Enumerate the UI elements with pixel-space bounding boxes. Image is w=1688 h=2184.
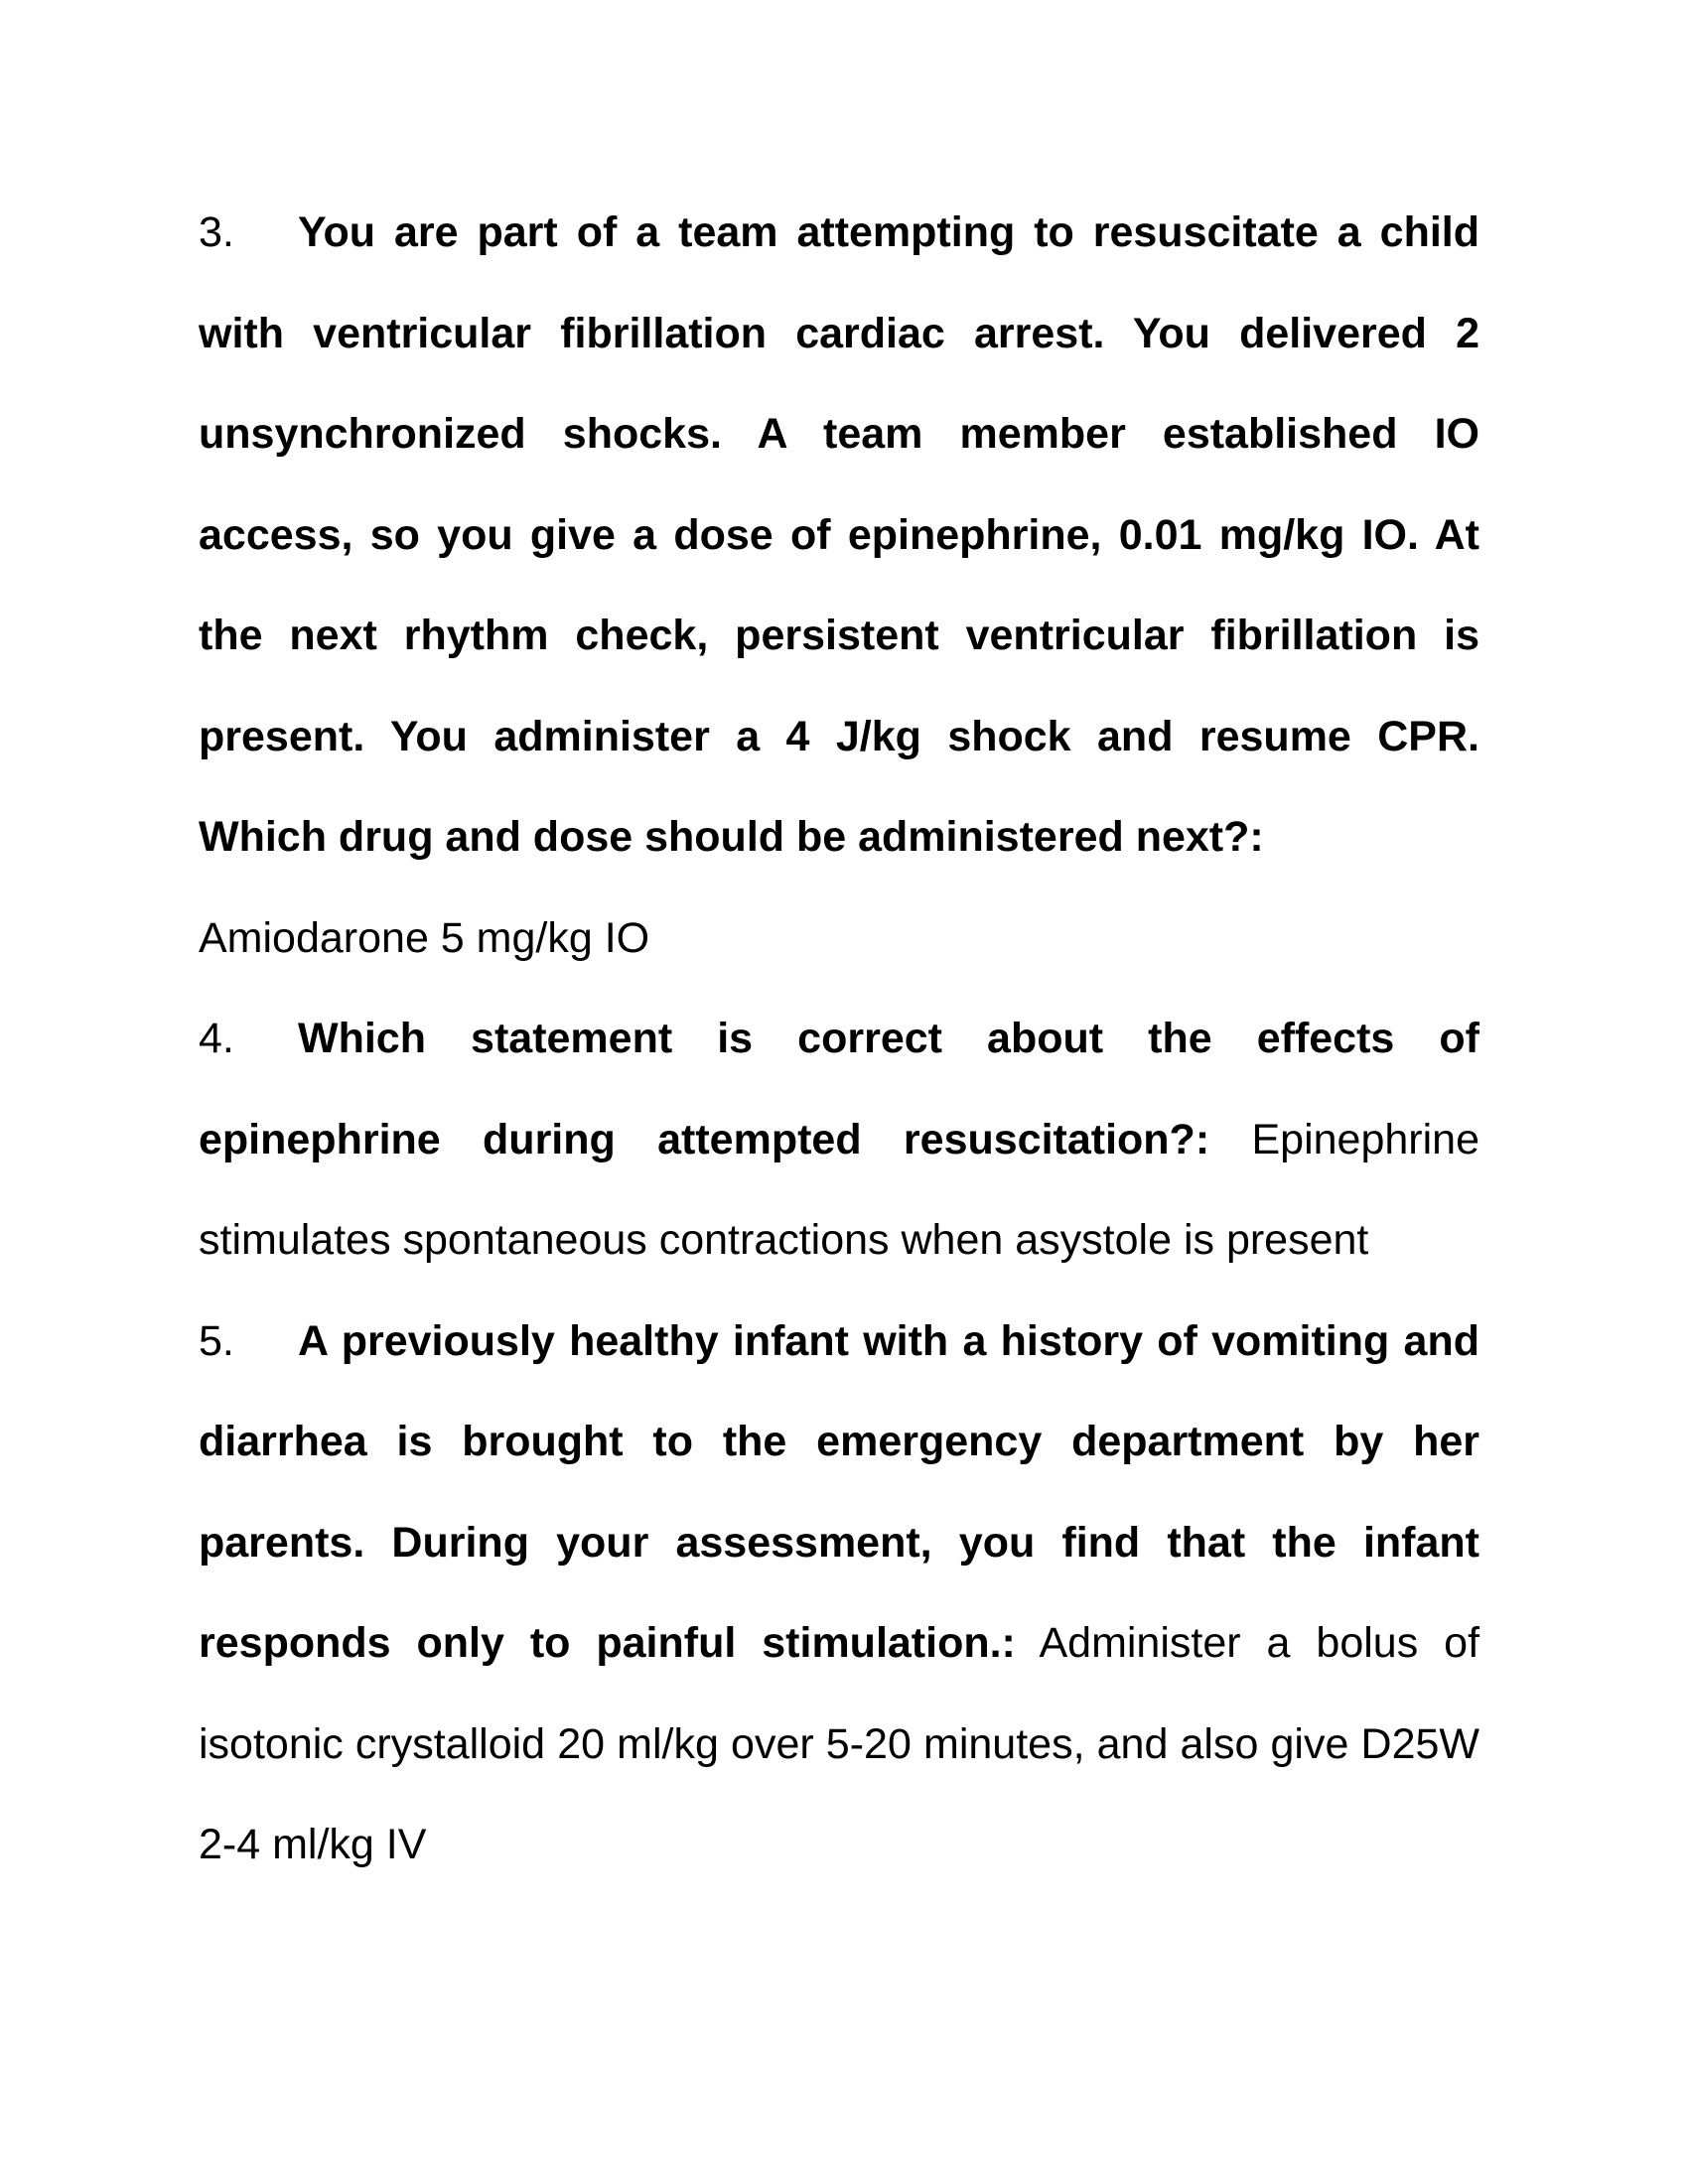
answer-text: Amiodarone 5 mg/kg IO (199, 913, 650, 962)
question-list (199, 183, 1479, 1896)
question-number: 5. (199, 1316, 234, 1365)
question-item-5 (199, 1292, 1479, 1896)
question-text: You are part of a team attempting to resuscitate a child with ventricular fibrillation cardiac arrest. You delivered 2 unsynchronized shocks. A team member established IO access, so you give a dose of epinephrine, 0.01 mg/kg IO. At the next rhythm check, persistent ventricular fibrillation is present. You administer a 4 J/kg shock and resume CPR. Which drug and dose should be administered next?: (199, 208, 1479, 861)
question-number: 3. (199, 208, 234, 256)
question-text: Which statement is correct about the effects of epinephrine during attempted resuscitation?: (199, 1015, 1479, 1163)
answer-text: Administer a bolus of isotonic crystalloid 20 ml/kg over 5-20 minutes, and also give D25W 2-4 ml/kg IV (199, 1619, 1480, 1868)
question-item-3 (199, 183, 1479, 989)
question-text: A previously healthy infant with a history of vomiting and diarrhea is brought to the emergency department by her parents. During your assessment, you find that the infant responds only to painful stimulation.: (199, 1316, 1479, 1667)
answer-text: Epinephrine stimulates spontaneous contractions when asystole is present (199, 1115, 1479, 1264)
question-number: 4. (199, 1015, 234, 1062)
question-item-4 (199, 989, 1479, 1292)
